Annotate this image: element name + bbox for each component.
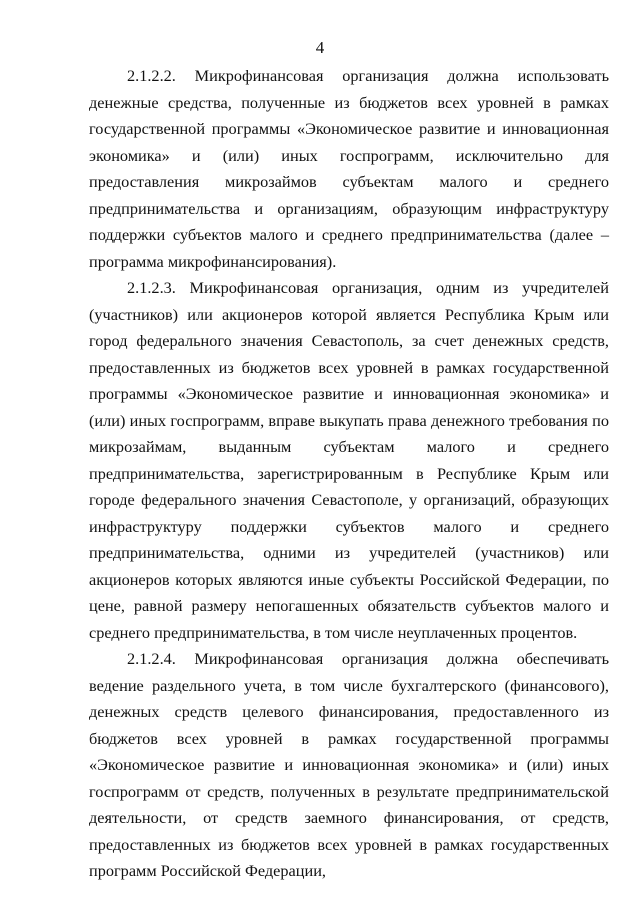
paragraph-2-1-2-4: 2.1.2.4. Микрофинансовая организация должна обеспечивать ведение раздельного учета, в том числе бухгалтерского (финансового), денежных средств целевого финансирования, предоставленного из бюджетов всех уровней в рамках государственной программы «Экономическое развитие и инновационная экономика» и (или) иных госпрограмм от средств, полученных в результате предпринимательской деятельности, от средств заемного финансирования, от средств, предоставленных из бюджетов всех уровней в рамках государственных программ Российской Федерации, <box>89 649 609 880</box>
paragraph-2-1-2-2: 2.1.2.2. Микрофинансовая организация должна использовать денежные средства, полученные из бюджетов всех уровней в рамках государственной программы «Экономическое развитие и инновационная экономика» и (или) иных госпрограмм, исключительно для предоставления микрозаймов субъектам малого и среднего предпринимательства и организациям, образующим инфраструктуру поддержки субъектов малого и среднего предпринимательства (далее – программа микрофинансирования). <box>89 66 609 271</box>
page-number: 4 <box>315 38 325 57</box>
document-body <box>89 63 609 885</box>
paragraph-2-1-2-3: 2.1.2.3. Микрофинансовая организация, одним из учредителей (участников) или акционеров которой является Республика Крым или город федерального значения Севастополь, за счет денежных средств, предоставленных из бюджетов всех уровней в рамках государственной программы «Экономическое развитие и инновационная экономика» и (или) иных госпрограмм, вправе выкупать права денежного требования по микрозаймам, выданным субъектам малого и среднего предпринимательства, зарегистрированным в Республике Крым или городе федерального значения Севастополе, у организаций, образующих инфраструктуру поддержки субъектов малого и среднего предпринимательства, одними из учредителей (участников) или акционеров которых являются иные субъекты Российской Федерации, по цене, равной размеру непогашенных обязательств субъектов малого и среднего предпринимательства, в том числе неуплаченных процентов. <box>89 278 609 642</box>
